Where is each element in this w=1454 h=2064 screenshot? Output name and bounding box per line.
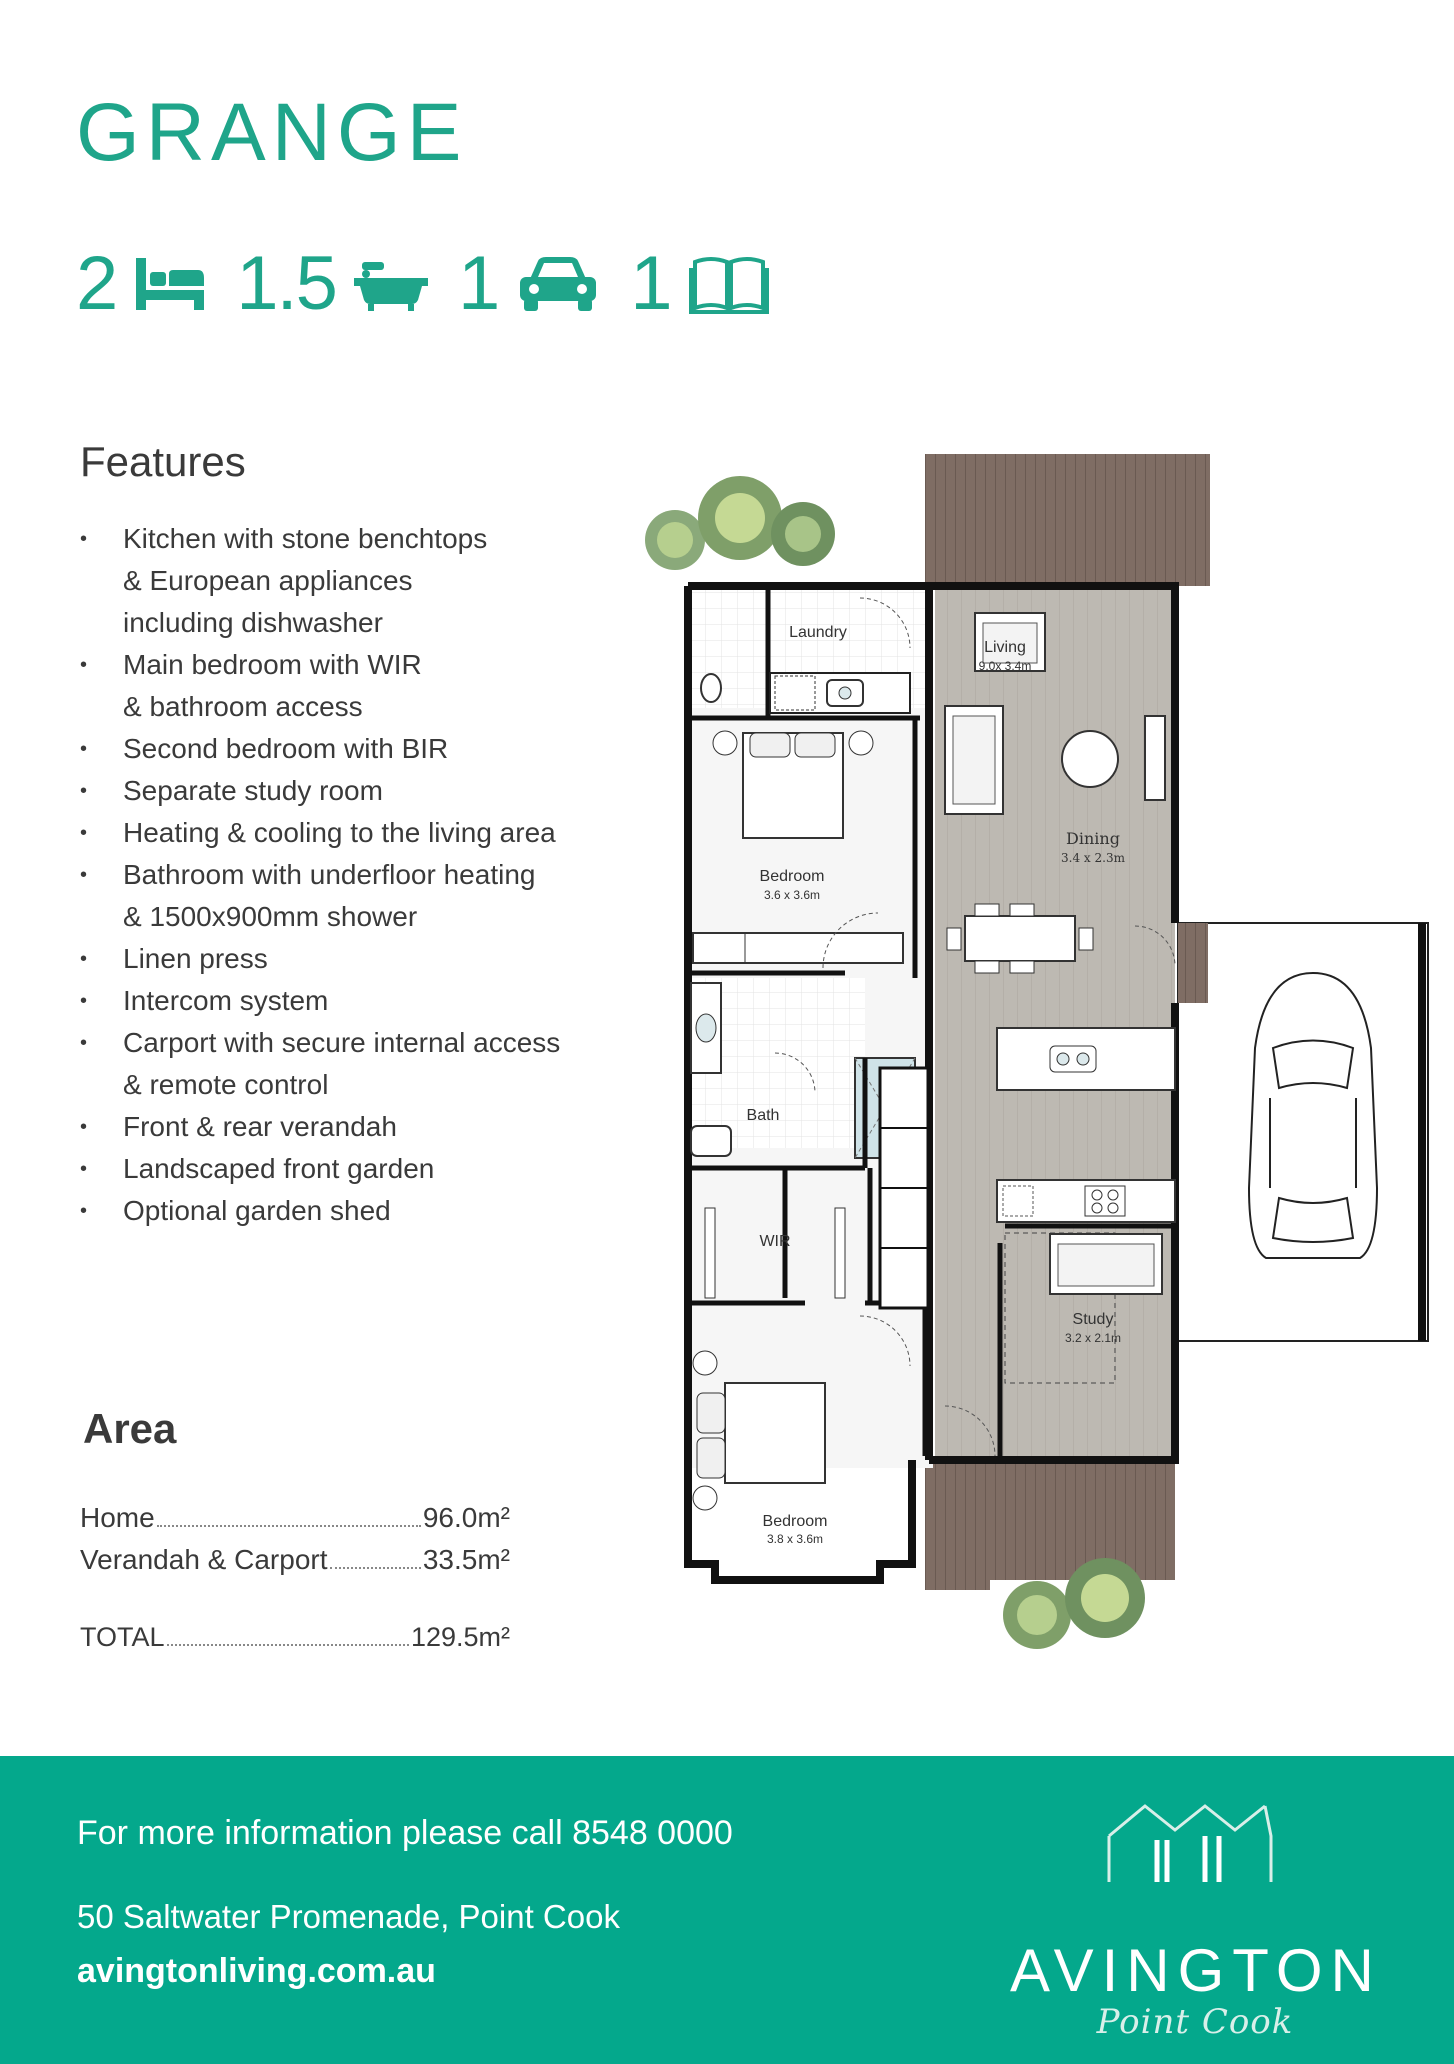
car-spaces-stat [457,241,600,326]
bed-icon [134,256,206,312]
area-value: 96.0m² [422,1502,510,1533]
area-heading: Area [83,1405,177,1452]
bullet: • [80,1032,88,1054]
study-count: 1 [630,241,671,326]
label-study-size: 3.2 x 2.1m [1064,1331,1122,1345]
feature-item: • Main bedroom with WIR & bathroom access [80,644,620,728]
feature-item: • Linen press [80,938,620,980]
area-row-home [80,1502,510,1534]
bullet: • [80,1116,88,1138]
label-laundry: Laundry [789,624,847,641]
car-icon [516,255,600,313]
page-title: GRANGE [76,87,468,178]
feature-item: • Optional garden shed [80,1190,620,1232]
label-bedroom-2: Bedroom [762,1513,828,1530]
bullet: • [80,738,88,760]
label-bedroom-1-size: 3.6 x 3.6m [763,888,821,902]
feature-item: • Bathroom with underfloor heating & 1500x900mm shower [80,854,620,938]
footer-website-link[interactable]: avingtonliving.com.au [77,1952,436,1990]
bullet: • [80,1200,88,1222]
bullet: • [80,990,88,1012]
area-label: Verandah & Carport [80,1544,328,1575]
feature-item: • Heating & cooling to the living area [80,812,620,854]
area-row-total [80,1622,510,1653]
area-value: 33.5m² [422,1544,510,1575]
bedrooms-count: 2 [76,241,117,326]
feature-item: • Intercom system [80,980,620,1022]
label-wir: WIR [759,1233,791,1250]
feature-item: • Front & rear verandah [80,1106,620,1148]
bath-icon [354,256,428,312]
bullet: • [80,654,88,676]
label-bedroom-1: Bedroom [759,868,825,885]
label-bedroom-2-size: 3.8 x 3.6m [766,1532,824,1546]
label-bath: Bath [746,1107,780,1124]
bullet: • [80,1158,88,1180]
area-row-verandah [80,1544,510,1576]
study-stat [630,241,768,326]
label-living: Living [984,639,1026,656]
bathrooms-count: 1.5 [236,241,336,326]
feature-item: • Separate study room [80,770,620,812]
feature-item: • Landscaped front garden [80,1148,620,1190]
kitchen-bench [997,1180,1175,1222]
bullet: • [80,780,88,802]
area-total-value: 129.5m² [410,1622,510,1652]
label-dining: Dining [1066,829,1120,848]
label-living-size: 9.0x 3.4m [978,659,1032,673]
label-dining-size: 3.4 x 2.3m [1061,851,1125,865]
label-study: Study [1072,1311,1114,1328]
feature-item: • Kitchen with stone benchtops & European appliances including dishwasher [80,518,620,644]
features-list [80,518,620,1232]
bullet: • [80,528,88,550]
bathrooms-stat [236,241,428,326]
book-icon [689,254,769,314]
car-outline [1249,973,1377,1258]
rear-verandah [925,454,1210,586]
logo-name: AVINGTON [1010,1937,1382,2004]
bullet: • [80,864,88,886]
rear-trees [645,476,835,570]
area-label: Home [80,1502,155,1533]
bullet: • [80,948,88,970]
footer-phone[interactable]: For more information please call 8548 0000 [77,1814,733,1852]
logo-subtitle: Point Cook [1096,2002,1294,2042]
footer-address: 50 Saltwater Promenade, Point Cook [77,1898,620,1935]
kitchen-island [997,1028,1175,1090]
bedrooms-stat [76,241,206,326]
bullet: • [80,822,88,844]
floor-plan [625,448,1440,1658]
avington-logo [1010,1796,1382,2042]
feature-item: • Carport with secure internal access & remote control [80,1022,620,1106]
area-total-label: TOTAL [80,1622,165,1652]
car-spaces-count: 1 [457,241,499,326]
houses-logo-icon [1105,1796,1275,1886]
features-heading: Features [80,438,246,485]
property-stats [76,241,799,326]
feature-item: • Second bedroom with BIR [80,728,620,770]
footer [0,1756,1454,2064]
